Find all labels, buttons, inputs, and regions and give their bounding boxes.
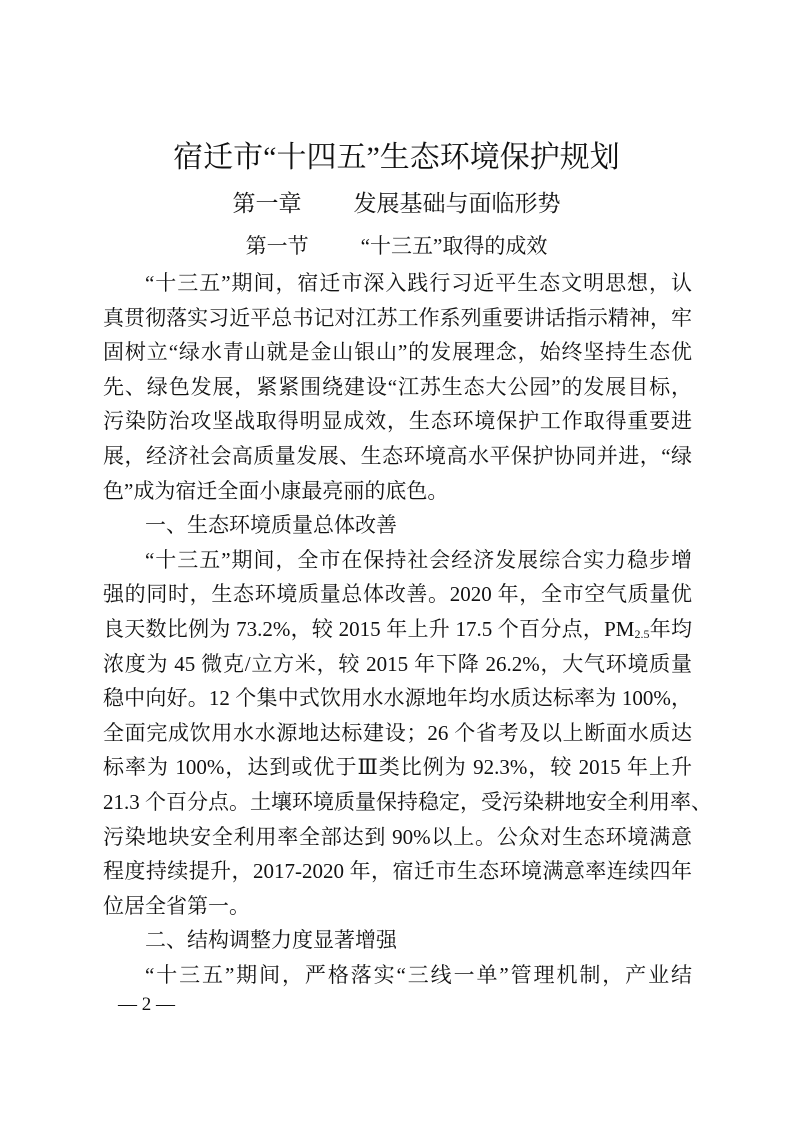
paragraph-line: “十三五”期间，全市在保持社会经济发展综合实力稳步增: [145, 547, 692, 572]
paragraph-line: 位居全省第一。: [103, 893, 250, 918]
paragraph-line: 污染地块安全利用率全部达到 90%以上。公众对生态环境满意: [103, 824, 692, 849]
paragraph-line: [103, 612, 692, 647]
paragraph-line: 污染防治攻坚战取得明显成效，生态环境保护工作取得重要进: [103, 409, 692, 434]
paragraph-line: 真贯彻落实习近平总书记对江苏工作系列重要讲话指示精神，牢: [103, 305, 692, 330]
paragraph-line: 色”成为宿迁全面小康最亮丽的底色。: [103, 478, 449, 503]
document-body: [103, 266, 712, 992]
paragraph-line: 稳中向好。12 个集中式饮用水水源地年均水质达标率为 100%，: [103, 686, 692, 711]
paragraph-line: 展，经济社会高质量发展、生态环境高水平保护协同并进，“绿: [103, 443, 692, 468]
section-heading: [0, 231, 793, 261]
subscript: 2.5: [634, 626, 650, 641]
section-name: “十三五”取得的成效: [360, 234, 548, 258]
chapter-heading: [0, 188, 793, 220]
paragraph-line: “十三五”期间，宿迁市深入践行习近平生态文明思想，认: [145, 271, 692, 295]
document-title: 宿迁市“十四五”生态环境保护规划: [173, 141, 620, 174]
section-number: 第一节: [245, 234, 309, 258]
paragraph-line: 先、绿色发展，紧紧围绕建设“江苏生态大公园”的发展目标，: [103, 374, 692, 399]
page-number: — 2 —: [118, 994, 175, 1015]
subsection-heading: 二、结构调整力度显著增强: [145, 928, 397, 953]
paragraph-line: 标率为 100%，达到或优于Ⅲ类比例为 92.3%，较 2015 年上升: [103, 755, 692, 780]
paragraph-line: 21.3 个百分点。土壤环境质量保持稳定，受污染耕地安全利用率、: [103, 789, 712, 814]
line-text: 年均: [649, 616, 693, 641]
chapter-name: 发展基础与面临形势: [353, 191, 561, 216]
paragraph-line: 程度持续提升，2017-2020 年，宿迁市生态环境满意率连续四年: [103, 859, 692, 884]
paragraph-line: 浓度为 45 微克/立方米，较 2015 年下降 26.2%，大气环境质量: [103, 651, 692, 676]
paragraph-line: 固树立“绿水青山就是金山银山”的发展理念，始终坚持生态优: [103, 340, 692, 365]
paragraph-line: 全面完成饮用水水源地达标建设；26 个省考及以上断面水质达: [103, 720, 692, 745]
line-text: 良天数比例为 73.2%，较 2015 年上升 17.5 个百分点，PM: [103, 616, 635, 641]
subsection-heading: 一、生态环境质量总体改善: [145, 513, 397, 538]
chapter-number: 第一章: [232, 191, 302, 216]
paragraph-line: 强的同时，生态环境质量总体改善。2020 年，全市空气质量优: [103, 582, 692, 607]
paragraph-line: “十三五”期间，严格落实“三线一单”管理机制，产业结: [145, 962, 692, 987]
